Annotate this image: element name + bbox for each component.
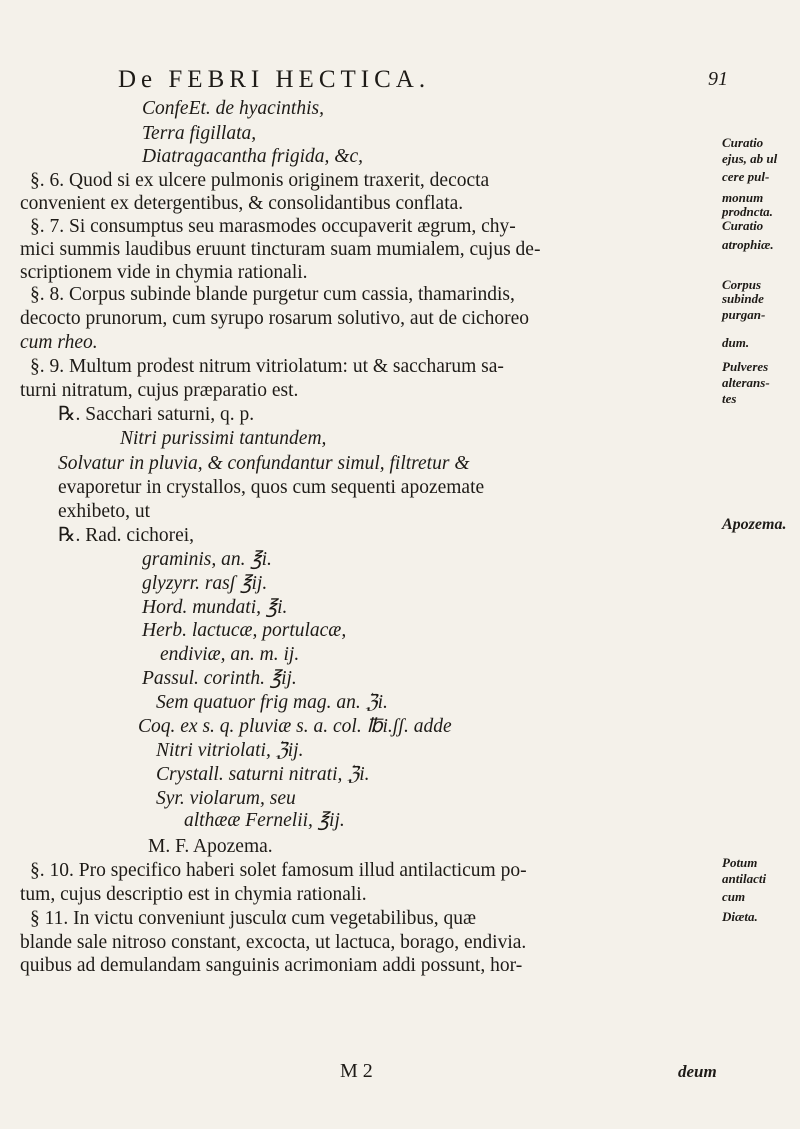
margin-note: Pulveres [722, 359, 769, 374]
text-line: §. 8. Corpus subinde blande purgetur cum cassia, thamarindis, [30, 284, 515, 305]
text-line: Passul. corinth. ℥ij. [142, 668, 297, 689]
text-line: turni nitratum, cujus præparatio est. [20, 380, 299, 401]
text-line: §. 9. Multum prodest nitrum vitriolatum: ut & saccharum sa- [30, 356, 504, 377]
text-line: §. 6. Quod si ex ulcere pulmonis originem traxerit, decocta [30, 170, 490, 191]
text-line: exhibeto, ut [58, 501, 151, 522]
margin-note: alterans- [722, 375, 770, 390]
margin-note: Apozema. [722, 516, 787, 533]
text-line: § 11. In victu conveniunt jusculα cum vegetabilibus, quæ [30, 908, 477, 929]
text-line: convenient ex detergentibus, & consolidantibus conflata. [20, 193, 464, 214]
margin-note: Curatio [722, 135, 764, 150]
margin-note: Diæta. [722, 909, 758, 924]
margin-note: tes [722, 391, 737, 406]
text-line: blande sale nitroso constant, excocta, ut lactuca, borago, endivia. [20, 932, 527, 953]
page-header [118, 66, 728, 96]
running-title: De FEBRI HECTICA. [118, 66, 431, 93]
text-line: Herb. lactucæ, portulacæ, [142, 620, 347, 641]
text-line: §. 7. Si consumptus seu marasmodes occupaverit ægrum, chy- [30, 216, 516, 237]
text-line: Diatragacantha frigida, &c, [142, 146, 363, 167]
text-line: decocto prunorum, cum syrupo rosarum solutivo, aut de cichoreo [20, 308, 530, 329]
text-line: Hord. mundati, ℥i. [142, 597, 288, 618]
text-line: Nitri vitriolati, ℨij. [156, 740, 304, 761]
text-line: endiviæ, an. m. ij. [160, 644, 300, 665]
margin-note: prodncta. [722, 204, 773, 219]
text-line: scriptionem vide in chymia rationali. [20, 262, 308, 283]
text-line: Solvatur in pluvia, & confundantur simul, filtretur & [58, 453, 470, 474]
text-line: glyzyrr. rasʃ ℥ij. [142, 573, 268, 594]
margin-note: Curatio [722, 218, 764, 233]
signature-mark: M 2 [340, 1060, 373, 1082]
text-line: M. F. Apozema. [148, 836, 273, 857]
margin-note: Potum [722, 855, 758, 870]
margin-note: ejus, ab ul [722, 151, 778, 166]
margin-note: monum [722, 190, 764, 205]
margin-note: atrophiæ. [722, 237, 774, 252]
text-line: Coq. ex s. q. pluviæ s. a. col. ℔i.ʃʃ. adde [138, 716, 452, 737]
text-line: cum rheo. [20, 332, 98, 353]
page-number: 91 [708, 68, 728, 90]
text-line: althææ Fernelii, ℥ij. [184, 810, 345, 831]
text-line: evaporetur in crystallos, quos cum sequenti apozemate [58, 477, 485, 498]
margin-note: cere pul- [722, 169, 770, 184]
margin-note: dum. [722, 335, 750, 350]
margin-note: antilacti [722, 871, 767, 886]
text-line: Nitri purissimi tantundem, [120, 428, 327, 449]
text-line: tum, cujus descriptio est in chymia rationali. [20, 884, 367, 905]
catchword: deum [678, 1062, 717, 1081]
text-line: §. 10. Pro specifico haberi solet famosum illud antilacticum po- [30, 860, 527, 881]
text-line: ConfeEt. de hyacinthis, [142, 98, 324, 119]
text-line: ℞. Sacchari saturni, q. p. [58, 404, 255, 425]
text-line: Terra figillata, [142, 123, 257, 144]
text-line: Syr. violarum, seu [156, 788, 296, 809]
text-line: ℞. Rad. cichorei, [58, 525, 195, 546]
margin-note: subinde [722, 291, 764, 306]
margin-note: purgan- [722, 307, 766, 322]
margin-note: Corpus [722, 277, 762, 292]
text-line: Crystall. saturni nitrati, ℨi. [156, 764, 370, 785]
text-line: mici summis laudibus eruunt tincturam suam mumialem, cujus de- [20, 239, 541, 260]
text-line: Sem quatuor frig mag. an. ℨi. [156, 692, 388, 713]
margin-note: cum [722, 889, 746, 904]
text-line: graminis, an. ℥i. [142, 549, 272, 570]
text-line: quibus ad demulandam sanguinis acrimoniam addi possunt, hor- [20, 955, 523, 976]
